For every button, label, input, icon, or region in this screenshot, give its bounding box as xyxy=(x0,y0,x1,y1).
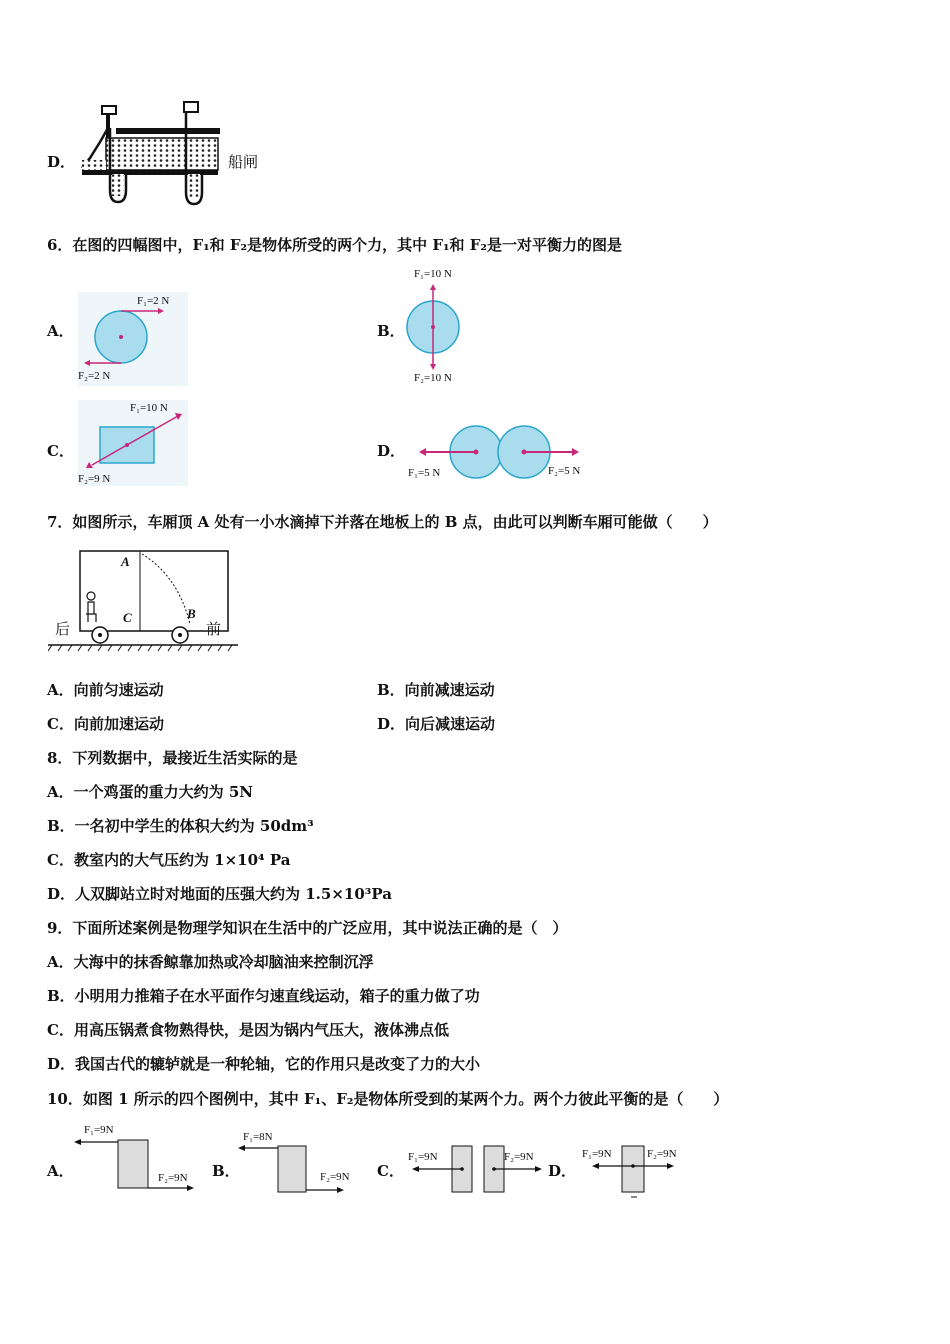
q10-figure-a xyxy=(70,1130,200,1200)
q7-point-a: A xyxy=(121,554,130,569)
q10-option-d-letter: D． xyxy=(548,1162,577,1180)
carriage-body xyxy=(80,551,228,631)
q7-option-d: D．向后减速运动 xyxy=(377,715,496,733)
q7-back-label: 后 xyxy=(55,620,71,638)
q10-option-a-letter: A． xyxy=(47,1162,74,1180)
q6-d-f2-label: F₂=5 N xyxy=(548,465,581,477)
q10-d-f1-label: F₁=9N xyxy=(582,1148,612,1160)
q7-option-a: A．向前匀速运动 xyxy=(47,681,164,699)
q10-a-f1-label: F₁=9N xyxy=(84,1124,114,1136)
q7-option-c: C．向前加速运动 xyxy=(47,715,164,733)
q7-point-b: B xyxy=(187,606,196,621)
q7-carriage-figure xyxy=(48,546,238,656)
q6-a-f2-label: F₂=2 N xyxy=(78,370,111,382)
q8-stem: 8．下列数据中，最接近生活实际的是 xyxy=(47,749,298,767)
q6-b-f2-label: F₂=10 N xyxy=(414,372,452,384)
q6-option-b-letter: B． xyxy=(377,322,405,340)
q6-c-f1-label: F₁=10 N xyxy=(130,402,168,414)
q9-option-b: B．小明用力推箱子在水平面作匀速直线运动，箱子的重力做了功 xyxy=(47,987,480,1005)
q6-d-f1-label: F₁=5 N xyxy=(408,467,441,479)
q6-option-d-letter: D． xyxy=(377,442,406,460)
ship-lock-figure xyxy=(80,98,222,210)
q8-option-b: B．一名初中学生的体积大约为 50dm³ xyxy=(47,817,314,835)
q5-option-d-letter: D． xyxy=(47,153,76,171)
q10-option-b-letter: B． xyxy=(212,1162,240,1180)
q6-option-a-letter: A． xyxy=(47,322,74,340)
q10-option-c-letter: C． xyxy=(377,1162,404,1180)
q10-b-block xyxy=(278,1146,306,1192)
q10-c-f2-label: F₂=9N xyxy=(504,1151,534,1163)
q7-stem: 7．如图所示，车厢顶 A 处有一小水滴掉下并落在地板上的 B 点，由此可以判断车厢可能做（ ） xyxy=(47,513,718,531)
q10-c-f1-label: F₁=9N xyxy=(408,1151,438,1163)
q9-option-c: C．用高压锅煮食物熟得快，是因为锅内气压大，液体沸点低 xyxy=(47,1021,449,1039)
q10-a-f2-label: F₂=9N xyxy=(158,1172,188,1184)
q10-d-f2-label: F₂=9N xyxy=(647,1148,677,1160)
q10-a-block xyxy=(118,1140,148,1188)
q10-b-f1-label: F₁=8N xyxy=(243,1131,273,1143)
q10-d-block xyxy=(622,1146,644,1192)
ship-lock-label: 船闸 xyxy=(228,153,259,171)
q10-figure-c xyxy=(404,1140,550,1196)
q6-stem: 6．在图的四幅图中，F₁和 F₂是物体所受的两个力，其中 F₁和 F₂是一对平衡力的图是 xyxy=(47,236,622,254)
q6-b-f1-label: F₁=10 N xyxy=(414,268,452,280)
q8-option-d: D．人双脚站立时对地面的压强大约为 1.5×10³Pa xyxy=(47,885,392,903)
q7-front-label: 前 xyxy=(206,620,222,638)
q7-point-c: C xyxy=(123,610,132,625)
q6-c-f2-label: F₂=9 N xyxy=(78,473,111,485)
q10-b-f2-label: F₂=9N xyxy=(320,1171,350,1183)
q7-option-b: B．向前减速运动 xyxy=(377,681,495,699)
q6-a-f1-label: F₁=2 N xyxy=(137,295,170,307)
q8-option-a: A．一个鸡蛋的重力大约为 5N xyxy=(47,783,254,801)
q9-option-d: D．我国古代的辘轳就是一种轮轴，它的作用只是改变了力的大小 xyxy=(47,1055,481,1073)
q6-figure-b xyxy=(400,282,470,376)
q6-option-c-letter: C． xyxy=(47,442,74,460)
q9-stem: 9．下面所述案例是物理学知识在生活中的广泛应用，其中说法正确的是（ ） xyxy=(47,919,568,937)
q9-option-a: A．大海中的抹香鲸靠加热或冷却脑油来控制沉浮 xyxy=(47,953,374,971)
q10-stem: 10．如图 1 所示的四个图例中，其中 F₁、F₂是物体所受到的某两个力。两个力彼此平衡的是（ ） xyxy=(47,1090,729,1108)
q6-a-center xyxy=(119,335,123,339)
q8-option-c: C．教室内的大气压约为 1×10⁴ Pa xyxy=(47,851,291,869)
